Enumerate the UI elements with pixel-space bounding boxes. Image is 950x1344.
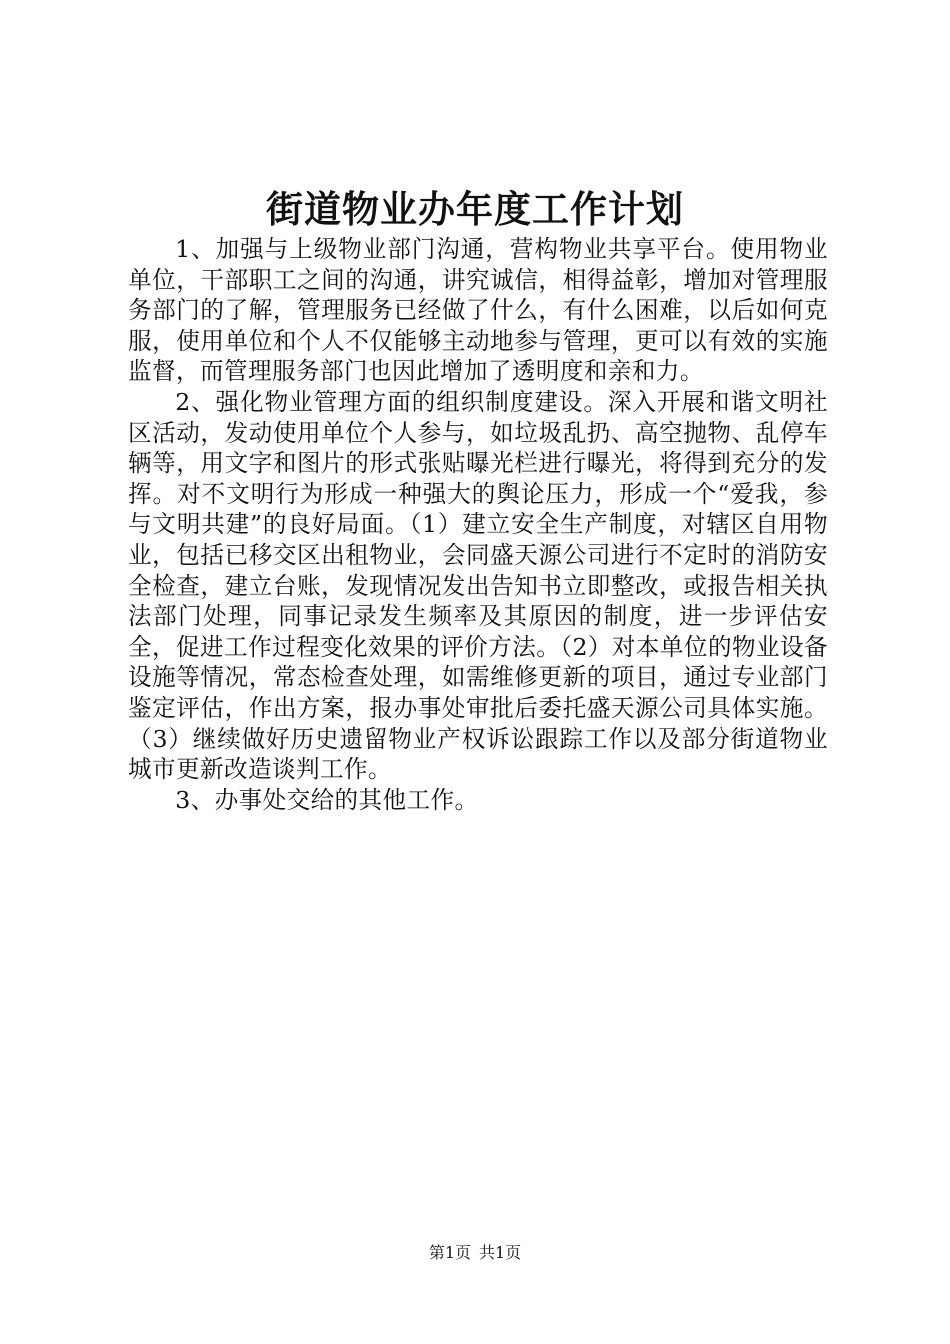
page-number-total: 共1页 bbox=[479, 1243, 522, 1262]
document-title: 街道物业办年度工作计划 bbox=[266, 187, 684, 231]
paragraph-3: 3、办事处交给的其他工作。 bbox=[175, 785, 479, 814]
page-number-current: 第1页 bbox=[428, 1243, 471, 1262]
document-body bbox=[128, 234, 828, 815]
paragraph-2: 2、强化物业管理方面的组织制度建设。深入开展和谐文明社区活动，发动使用单位个人参与，如垃圾乱扔、高空抛物、乱停车辆等，用文字和图片的形式张贴曝光栏进行曝光，将得到充分的发挥。对不文明行为形成一种强大的舆论压力，形成一个“爱我，参与文明共建”的良好局面。（1）建立安全生产制度，对辖区自用物业，包括已移交区出租物业，会同盛天源公司进行不定时的消防安全检查，建立台账，发现情况发出告知书立即整改，或报告相关执法部门处理，同事记录发生频率及其原因的制度，进一步评估安全，促进工作过程变化效果的评价方法。（2）对本单位的物业设备设施等情况，常态检查处理，如需维修更新的项目，通过专业部门鉴定评估，作出方案，报办事处审批后委托盛天源公司具体实施。（3）继续做好历史遗留物业产权诉讼跟踪工作以及部分街道物业城市更新改造谈判工作。 bbox=[128, 387, 828, 784]
paragraph-1: 1、加强与上级物业部门沟通，营构物业共享平台。使用物业单位，干部职工之间的沟通，讲究诚信，相得益彰，增加对管理服务部门的了解，管理服务已经做了什么，有什么困难，以后如何克服，使用单位和个人不仅能够主动地参与管理，更可以有效的实施监督，而管理服务部门也因此增加了透明度和亲和力。 bbox=[128, 235, 828, 386]
page-footer bbox=[0, 1241, 950, 1265]
